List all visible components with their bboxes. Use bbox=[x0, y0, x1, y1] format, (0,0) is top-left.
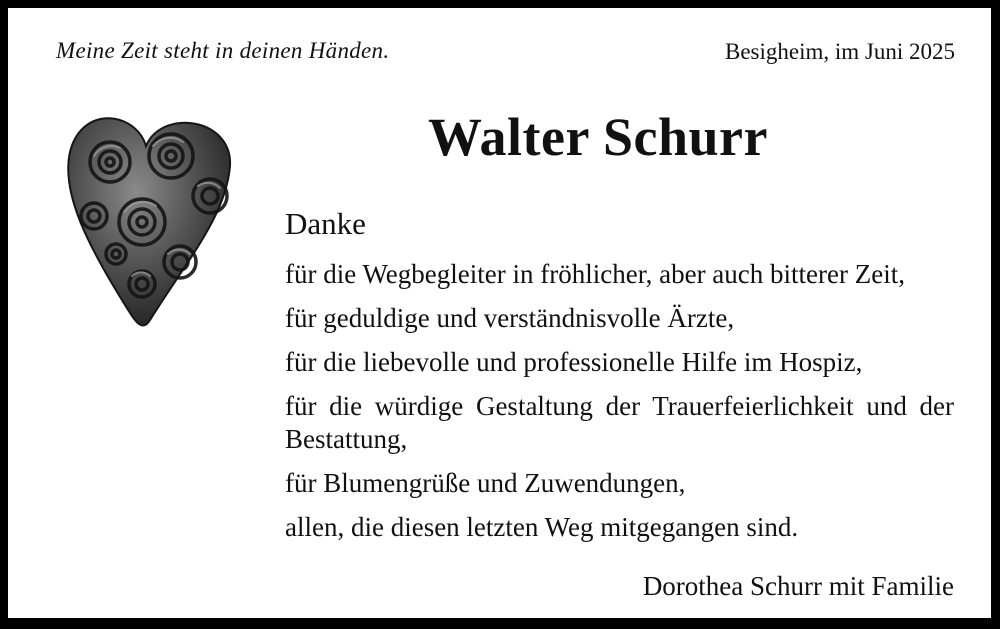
thanks-item: für die würdige Gestaltung der Trauerfeierlichkeit und der Bestattung, bbox=[285, 391, 954, 454]
heart-icon bbox=[58, 104, 240, 336]
place-dateline: Besigheim, im Juni 2025 bbox=[725, 39, 955, 64]
thanks-section bbox=[285, 206, 954, 555]
thanks-item: für geduldige und verständnisvolle Ärzte, bbox=[285, 303, 735, 333]
thanks-item: für die liebevolle und professionelle Hilfe im Hospiz, bbox=[285, 347, 863, 377]
thanks-item: allen, die diesen letzten Weg mitgegangen sind. bbox=[285, 512, 799, 542]
heart-sculpture-image bbox=[58, 104, 240, 336]
deceased-name-title: Walter Schurr bbox=[428, 107, 768, 167]
memorial-quote: Meine Zeit steht in deinen Händen. bbox=[56, 38, 390, 63]
thanks-heading: Danke bbox=[285, 206, 366, 241]
thanks-item: für Blumengrüße und Zuwendungen, bbox=[285, 468, 686, 498]
thanks-item: für die Wegbegleiter in fröhlicher, aber auch bitterer Zeit, bbox=[285, 259, 905, 289]
family-signature: Dorothea Schurr mit Familie bbox=[642, 571, 954, 601]
